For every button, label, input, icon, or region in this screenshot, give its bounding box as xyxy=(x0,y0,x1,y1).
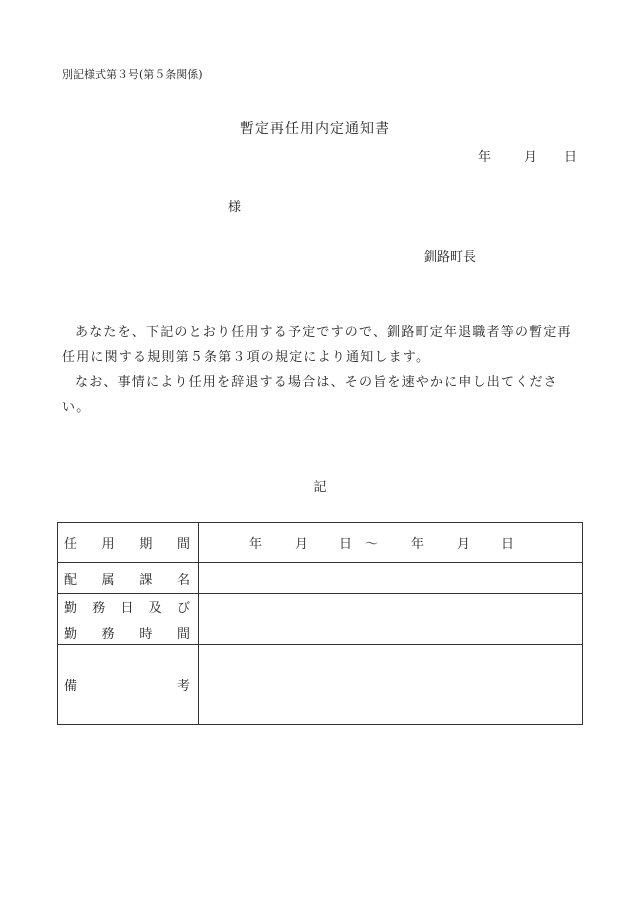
sender-name: 釧路町長 xyxy=(424,250,477,265)
ki-heading: 記 xyxy=(313,480,327,495)
period-label xyxy=(58,533,198,552)
label-char: 配 xyxy=(64,572,78,588)
label-char: 日 xyxy=(120,600,134,616)
date-year: 年 xyxy=(478,150,492,165)
work-value-cell xyxy=(199,594,583,645)
label-char: 課 xyxy=(139,572,153,588)
document-title: 暫定再任用内定通知書 xyxy=(240,121,390,137)
label-char: 備 xyxy=(64,679,78,694)
label-char: 考 xyxy=(176,679,190,694)
label-char: 勤 xyxy=(64,626,78,642)
detail-table xyxy=(57,522,583,725)
period-day1: 日 xyxy=(339,537,353,552)
date-day: 日 xyxy=(564,150,578,165)
label-char: 用 xyxy=(101,537,115,552)
label-char: 務 xyxy=(101,626,115,642)
dept-label xyxy=(58,569,198,588)
remarks-label xyxy=(58,675,198,694)
period-month2: 月 xyxy=(457,537,471,552)
label-char: 任 xyxy=(64,537,78,552)
body-paragraph: なお、事情により任用を辞退する場合は、その旨を速やかに申し出てください。 xyxy=(62,375,558,415)
label-char: 間 xyxy=(176,626,190,642)
date-line xyxy=(478,146,577,165)
dept-value-cell xyxy=(199,563,583,594)
addressee-suffix: 様 xyxy=(228,200,242,215)
label-char: 時 xyxy=(139,626,153,642)
period-year1: 年 xyxy=(249,537,263,552)
period-value-cell xyxy=(199,523,583,563)
work-label-line1 xyxy=(58,597,198,616)
notice-body xyxy=(62,320,584,420)
label-char: 属 xyxy=(101,572,115,588)
label-char: 務 xyxy=(92,600,106,616)
table-row xyxy=(58,645,583,725)
dept-label-cell xyxy=(58,563,199,594)
period-year2: 年 xyxy=(411,537,425,552)
remarks-value-cell xyxy=(199,645,583,725)
body-paragraph: あなたを、下記のとおり任用する予定ですので、釧路町定年退職者等の暫定再任用に関する規則第５条第３項の規定により通知します。 xyxy=(62,325,572,365)
work-label-cell xyxy=(58,594,199,645)
label-char: び xyxy=(176,600,190,616)
date-month: 月 xyxy=(524,150,538,165)
label-char: 名 xyxy=(176,572,190,588)
period-label-cell xyxy=(58,523,199,563)
label-char: 及 xyxy=(148,600,162,616)
table-row xyxy=(58,563,583,594)
period-month1: 月 xyxy=(295,537,309,552)
label-char: 勤 xyxy=(64,600,78,616)
label-char: 期 xyxy=(139,537,153,552)
remarks-label-cell xyxy=(58,645,199,725)
form-number: 別記様式第３号(第５条関係) xyxy=(62,68,203,81)
period-value xyxy=(199,533,582,552)
table-row xyxy=(58,523,583,563)
table-row xyxy=(58,594,583,645)
work-label-line2 xyxy=(58,623,198,642)
period-tilde: ～ xyxy=(365,537,379,552)
period-day2: 日 xyxy=(501,537,515,552)
label-char: 間 xyxy=(176,537,190,552)
